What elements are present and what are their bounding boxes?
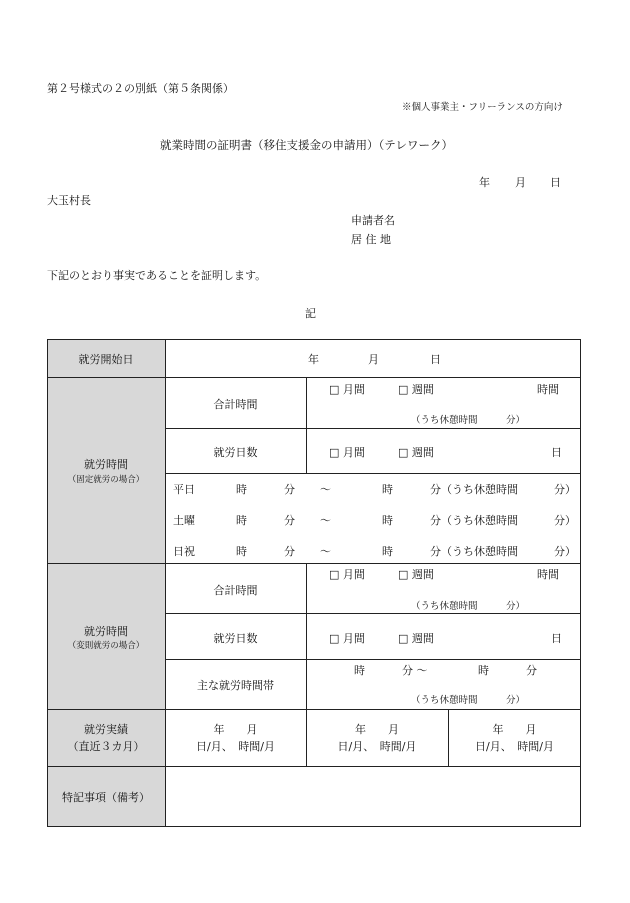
fixed-inner-line-b	[165, 473, 581, 474]
var-inner-line-b	[165, 659, 581, 660]
record-sub-label: （直近３カ月）	[67, 740, 145, 753]
fixed-row-start-hour: 時	[236, 483, 247, 496]
fixed-week-checkbox[interactable]: □ 週間	[398, 383, 434, 396]
fixed-hours-unit: 時間	[537, 383, 559, 396]
fixed-days-label: 就労日数	[213, 446, 258, 459]
var-main-break-note: （うち休憩時間 分）	[411, 695, 526, 706]
record-col-2-du: 日/月、 時間/月	[337, 740, 417, 753]
ki-mark: 記	[305, 307, 316, 320]
fixed-row-break-end: 分）	[554, 483, 576, 496]
var-days-unit: 日	[551, 632, 562, 645]
fixed-row-tilde: ～	[320, 514, 331, 527]
fixed-row-break-end: 分）	[554, 545, 576, 558]
row-line-2	[47, 563, 581, 564]
start-year: 年	[308, 353, 319, 366]
fixed-row-start-hour: 時	[236, 545, 247, 558]
target-note: ※個人事業主・フリーランスの方向け	[402, 102, 563, 113]
certificate-table	[47, 339, 581, 827]
fixed-row-end-hour: 時	[382, 483, 393, 496]
date-month: 月	[515, 176, 526, 189]
fixed-days-week-checkbox[interactable]: □ 週間	[398, 446, 434, 459]
fixed-break-note: （うち休憩時間 分）	[411, 415, 526, 426]
fixed-row-start-min: 分	[284, 483, 295, 496]
address-label: 居 住 地	[351, 233, 391, 246]
fixed-days-unit: 日	[551, 446, 562, 459]
fixed-row-end-min: 分（うち休憩時間	[430, 514, 518, 527]
notes-label: 特記事項（備考）	[62, 791, 150, 804]
var-days-month-checkbox[interactable]: □ 月間	[329, 632, 365, 645]
fixed-row-break-end: 分）	[554, 514, 576, 527]
fixed-row-end-hour: 時	[382, 545, 393, 558]
record-col-2-ym: 年 月	[355, 723, 399, 736]
var-hours-unit: 時間	[537, 568, 559, 581]
fixed-sub-divider	[306, 377, 307, 473]
fixed-row-end-hour: 時	[382, 514, 393, 527]
border-top	[47, 339, 581, 340]
document-title: 就業時間の証明書（移住支援金の申請用）（テレワーク）	[160, 138, 454, 152]
fixed-row-day: 平日	[173, 483, 195, 496]
record-label: 就労実績	[84, 723, 128, 736]
var-inner-line-a	[165, 613, 581, 614]
notes-field[interactable]	[166, 767, 580, 826]
fixed-days-month-checkbox[interactable]: □ 月間	[329, 446, 365, 459]
fixed-row-start-hour: 時	[236, 514, 247, 527]
fixed-row-day: 土曜	[173, 514, 195, 527]
start-month: 月	[368, 353, 379, 366]
date-year: 年	[479, 176, 490, 189]
fixed-row-day: 日祝	[173, 545, 195, 558]
form-number: 第２号様式の２の別紙（第５条関係）	[47, 82, 234, 95]
start-label: 就労開始日	[78, 353, 134, 366]
var-month-checkbox[interactable]: □ 月間	[329, 568, 365, 581]
fixed-row-tilde: ～	[320, 545, 331, 558]
fixed-inner-line-a	[165, 428, 581, 429]
applicant-name-label: 申請者名	[351, 214, 395, 227]
var-days-week-checkbox[interactable]: □ 週間	[398, 632, 434, 645]
fixed-row-start-min: 分	[284, 545, 295, 558]
date-day: 日	[550, 176, 561, 189]
var-main-start-min: 分 ～	[402, 664, 428, 677]
start-day: 日	[430, 353, 441, 366]
var-main-end-min: 分	[526, 664, 537, 677]
fixed-sub-label: （固定就労の場合）	[67, 475, 145, 485]
fixed-row-end-min: 分（うち休憩時間	[430, 545, 518, 558]
var-total-label: 合計時間	[213, 584, 258, 597]
fixed-row-start-min: 分	[284, 514, 295, 527]
statement: 下記のとおり事実であることを証明します。	[47, 269, 267, 282]
record-col-1-ym: 年 月	[213, 723, 258, 736]
border-bottom	[47, 826, 581, 827]
row-line-1	[47, 377, 581, 378]
variable-sub-label: （変則就労の場合）	[67, 641, 145, 651]
var-week-checkbox[interactable]: □ 週間	[398, 568, 434, 581]
fixed-label: 就労時間	[84, 458, 128, 471]
var-days-label: 就労日数	[213, 632, 258, 645]
record-col-3-ym: 年 月	[492, 723, 537, 736]
row-line-3	[47, 709, 581, 710]
addressee: 大玉村長	[47, 194, 91, 207]
fixed-month-checkbox[interactable]: □ 月間	[329, 383, 365, 396]
var-main-label: 主な就労時間帯	[197, 679, 274, 692]
fixed-row-end-min: 分（うち休憩時間	[430, 483, 518, 496]
variable-label: 就労時間	[84, 625, 128, 638]
fixed-total-label: 合計時間	[213, 398, 258, 411]
var-break-note: （うち休憩時間 分）	[411, 601, 526, 612]
var-main-end-hour: 時	[478, 664, 489, 677]
var-main-start-hour: 時	[354, 664, 365, 677]
record-col-3-du: 日/月、 時間/月	[475, 740, 554, 753]
fixed-row-tilde: ～	[320, 483, 331, 496]
var-sub-divider	[306, 563, 307, 709]
record-col-1-du: 日/月、 時間/月	[196, 740, 275, 753]
